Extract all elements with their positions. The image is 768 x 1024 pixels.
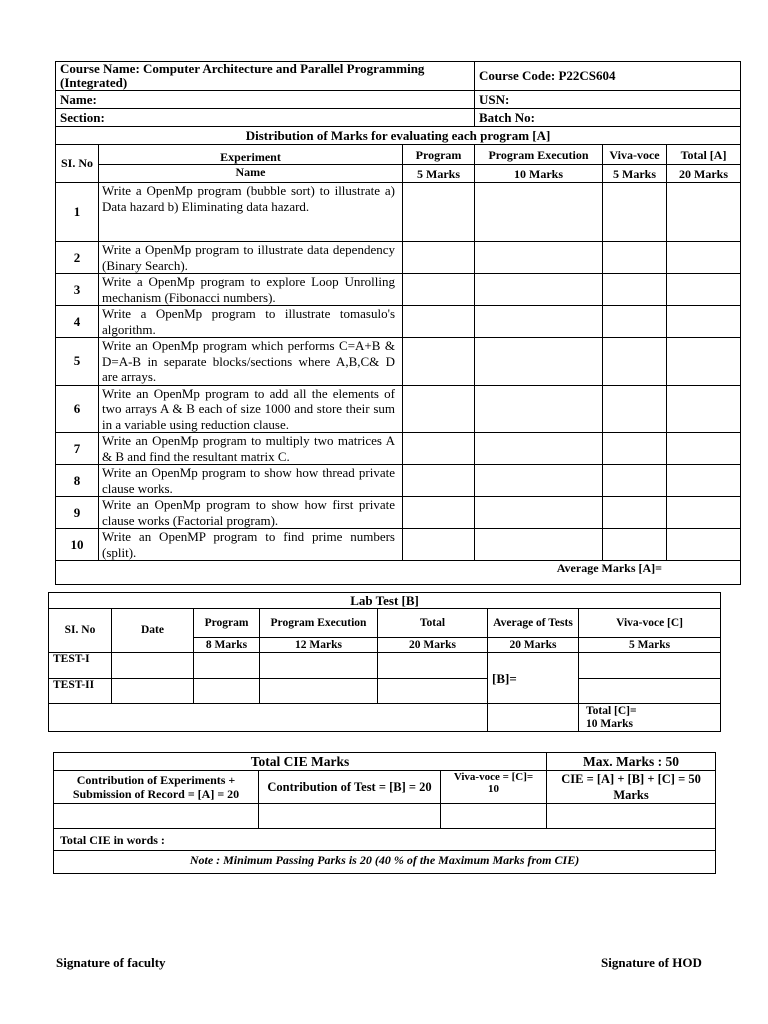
test-2-label: TEST-II — [49, 679, 112, 704]
total-cie-table — [53, 752, 716, 874]
execution-cell[interactable] — [475, 183, 603, 242]
execution-cell[interactable] — [475, 306, 603, 338]
cie-total-cell[interactable] — [547, 804, 716, 829]
experiment-name: Write an OpenMp program to add all the elements of two arrays A & B each of size 1000 and store their sum in a variable using reduction clause. — [99, 385, 403, 433]
experiment-no: 9 — [56, 497, 99, 529]
cie-b-cell[interactable] — [259, 804, 441, 829]
experiment-name: Write an OpenMp program to multiply two matrices A & B and find the resultant matrix C. — [99, 433, 403, 465]
program-cell[interactable] — [403, 306, 475, 338]
table-row — [56, 306, 741, 338]
viva-cell[interactable] — [603, 497, 667, 529]
execution-cell[interactable] — [475, 433, 603, 465]
viva-cell[interactable] — [603, 274, 667, 306]
experiment-name: Write a OpenMp program (bubble sort) to illustrate a) Data hazard b) Eliminating data hazard. — [99, 183, 403, 242]
program-header: Program — [403, 145, 475, 165]
table-row — [56, 338, 741, 386]
hod-signature-label: Signature of HOD — [601, 955, 702, 970]
program-cell[interactable] — [403, 465, 475, 497]
program-cell[interactable] — [403, 497, 475, 529]
viva-marks: 5 Marks — [603, 165, 667, 183]
lab-program-marks: 8 Marks — [194, 638, 260, 653]
viva-cell[interactable] — [603, 306, 667, 338]
experiment-no: 3 — [56, 274, 99, 306]
execution-cell[interactable] — [475, 497, 603, 529]
test-1-execution-cell[interactable] — [260, 653, 378, 679]
table-row — [49, 679, 721, 704]
total-cell[interactable] — [667, 306, 741, 338]
test-1-program-cell[interactable] — [194, 653, 260, 679]
cie-a-cell[interactable] — [54, 804, 259, 829]
total-cell[interactable] — [667, 385, 741, 433]
viva-cell[interactable] — [603, 183, 667, 242]
experiment-no: 1 — [56, 183, 99, 242]
experiment-name: Write an OpenMp program to show how first private clause works (Factorial program). — [99, 497, 403, 529]
total-cell[interactable] — [667, 433, 741, 465]
experiment-name: Write an OpenMp program to show how thread private clause works. — [99, 465, 403, 497]
table-row — [56, 433, 741, 465]
viva-header: Viva-voce — [603, 145, 667, 165]
test-2-total-cell[interactable] — [378, 679, 488, 704]
experiment-name: Write a OpenMp program to illustrate tomasulo's algorithm. — [99, 306, 403, 338]
experiment-no: 6 — [56, 385, 99, 433]
lab-viva-header: Viva-voce [C] — [579, 609, 721, 638]
experiment-name: Write an OpenMp program which performs C=A+B & D=A-B in separate blocks/sections where A,B,C& D are arrays. — [99, 338, 403, 386]
experiment-subheader: Name — [99, 165, 403, 183]
section-label: Section: — [56, 109, 475, 127]
execution-header: Program Execution — [475, 145, 603, 165]
lab-program-header: Program — [194, 609, 260, 638]
viva-cell[interactable] — [603, 529, 667, 561]
total-c-marks: 10 Marks — [586, 717, 633, 730]
program-cell[interactable] — [403, 433, 475, 465]
b-equals-label: [B]= — [488, 653, 579, 704]
course-name: Course Name: Computer Architecture and Parallel Programming (Integrated) — [56, 62, 475, 91]
course-code: Course Code: P22CS604 — [475, 62, 741, 91]
cie-formula: CIE = [A] + [B] + [C] = 50 Marks — [547, 771, 716, 804]
execution-cell[interactable] — [475, 465, 603, 497]
lab-sl-no-header: SI. No — [49, 609, 112, 653]
execution-cell[interactable] — [475, 529, 603, 561]
experiment-name: Write a OpenMp program to illustrate data dependency (Binary Search). — [99, 242, 403, 274]
cie-in-words-label: Total CIE in words : — [54, 829, 716, 851]
table-row — [56, 497, 741, 529]
viva-cell[interactable] — [603, 385, 667, 433]
average-marks-a: Average Marks [A]= — [56, 561, 741, 585]
viva-cell[interactable] — [603, 465, 667, 497]
contribution-experiments: Contribution of Experiments + Submission of Record = [A] = 20 — [54, 771, 259, 804]
faculty-signature-label: Signature of faculty — [56, 955, 166, 970]
total-cell[interactable] — [667, 242, 741, 274]
execution-cell[interactable] — [475, 338, 603, 386]
program-cell[interactable] — [403, 274, 475, 306]
program-cell[interactable] — [403, 385, 475, 433]
execution-cell[interactable] — [475, 385, 603, 433]
lab-total-header: Total — [378, 609, 488, 638]
lab-total-marks: 20 Marks — [378, 638, 488, 653]
test-2-program-cell[interactable] — [194, 679, 260, 704]
lab-test-table — [48, 592, 721, 732]
viva-cell[interactable] — [603, 242, 667, 274]
table-row — [56, 183, 741, 242]
test-1-total-cell[interactable] — [378, 653, 488, 679]
lab-average-header: Average of Tests — [488, 609, 579, 638]
cie-c-cell[interactable] — [441, 804, 547, 829]
total-cell[interactable] — [667, 338, 741, 386]
lab-average-marks: 20 Marks — [488, 638, 579, 653]
batch-label: Batch No: — [475, 109, 741, 127]
table-row — [56, 529, 741, 561]
experiment-no: 4 — [56, 306, 99, 338]
experiment-no: 8 — [56, 465, 99, 497]
experiment-no: 10 — [56, 529, 99, 561]
experiment-no: 7 — [56, 433, 99, 465]
total-cell[interactable] — [667, 465, 741, 497]
lab-test-title: Lab Test [B] — [49, 593, 721, 609]
experiment-name: Write a OpenMp program to explore Loop Unrolling mechanism (Fibonacci numbers). — [99, 274, 403, 306]
experiment-header: Experiment — [99, 145, 403, 165]
test-2-viva-cell[interactable] — [579, 679, 721, 704]
table-row — [56, 274, 741, 306]
student-name-label: Name: — [56, 91, 475, 109]
lab-blank-cell — [49, 704, 488, 732]
program-cell[interactable] — [403, 242, 475, 274]
usn-label: USN: — [475, 91, 741, 109]
sl-no-header: SI. No — [56, 145, 99, 183]
lab-date-header: Date — [112, 609, 194, 653]
execution-cell[interactable] — [475, 274, 603, 306]
lab-viva-marks: 5 Marks — [579, 638, 721, 653]
total-cie-title: Total CIE Marks — [54, 753, 547, 771]
total-c-cell — [579, 704, 721, 732]
lab-execution-header: Program Execution — [260, 609, 378, 638]
total-cell[interactable] — [667, 183, 741, 242]
total-cell[interactable] — [667, 529, 741, 561]
table-row — [56, 385, 741, 433]
execution-marks: 10 Marks — [475, 165, 603, 183]
passing-note: Note : Minimum Passing Parks is 20 (40 % of the Maximum Marks from CIE) — [54, 851, 716, 874]
table-row — [56, 242, 741, 274]
distribution-title: Distribution of Marks for evaluating each program [A] — [56, 127, 741, 145]
viva-cell[interactable] — [603, 338, 667, 386]
lab-average-total-cell[interactable] — [488, 704, 579, 732]
test-1-date-cell[interactable] — [112, 653, 194, 679]
total-header: Total [A] — [667, 145, 741, 165]
total-cell[interactable] — [667, 274, 741, 306]
viva-voce-c: Viva-voce = [C]= 10 — [441, 771, 547, 804]
program-cell[interactable] — [403, 529, 475, 561]
test-2-date-cell[interactable] — [112, 679, 194, 704]
distribution-of-marks-table — [55, 61, 741, 585]
test-2-execution-cell[interactable] — [260, 679, 378, 704]
execution-cell[interactable] — [475, 242, 603, 274]
contribution-test: Contribution of Test = [B] = 20 — [259, 771, 441, 804]
table-row — [49, 653, 721, 679]
experiment-name: Write an OpenMP program to find prime numbers (split). — [99, 529, 403, 561]
total-cell[interactable] — [667, 497, 741, 529]
program-marks: 5 Marks — [403, 165, 475, 183]
table-row — [56, 465, 741, 497]
experiment-no: 2 — [56, 242, 99, 274]
program-cell[interactable] — [403, 183, 475, 242]
max-marks: Max. Marks : 50 — [547, 753, 716, 771]
total-c-label: Total [C]= — [586, 704, 637, 717]
test-1-viva-cell[interactable] — [579, 653, 721, 679]
total-marks: 20 Marks — [667, 165, 741, 183]
experiment-no: 5 — [56, 338, 99, 386]
viva-cell[interactable] — [603, 433, 667, 465]
program-cell[interactable] — [403, 338, 475, 386]
lab-execution-marks: 12 Marks — [260, 638, 378, 653]
test-1-label: TEST-I — [49, 653, 112, 679]
